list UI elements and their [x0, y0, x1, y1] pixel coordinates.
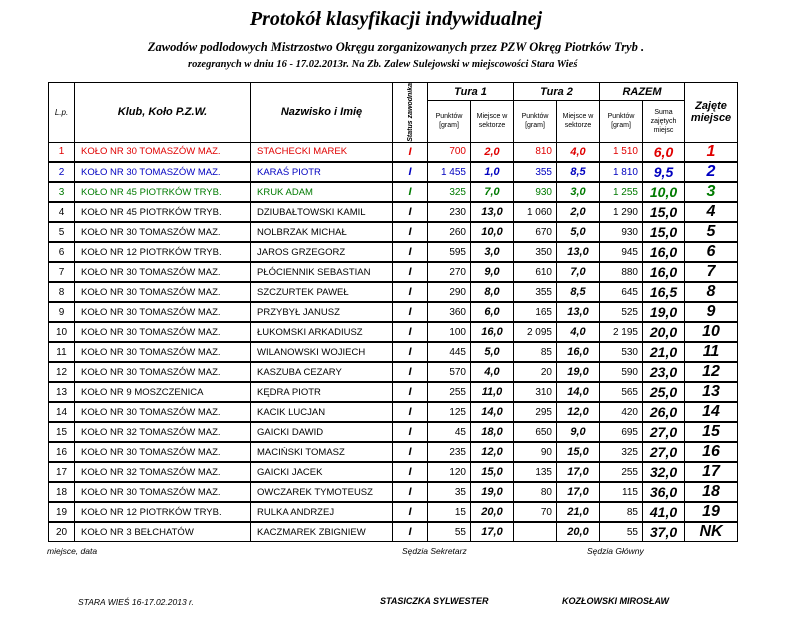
row-tura2-sector-place: 5,0 — [557, 222, 600, 242]
row-total-points: 880 — [600, 262, 643, 282]
row-club: KOŁO NR 45 PIOTRKÓW TRYB. — [75, 202, 251, 222]
row-tura1-sector-place: 7,0 — [471, 182, 514, 202]
row-final-place: 9 — [685, 302, 738, 322]
col-places: Zajęte miejsce — [685, 83, 738, 143]
row-final-place: 3 — [685, 182, 738, 202]
row-name: STACHECKI MAREK — [251, 142, 393, 162]
row-sum-places: 20,0 — [643, 322, 685, 342]
row-lp: 4 — [49, 202, 75, 222]
row-tura1-points: 235 — [428, 442, 471, 462]
row-tura1-sector-place: 17,0 — [471, 522, 514, 542]
row-lp: 2 — [49, 162, 75, 182]
row-tura2-sector-place: 21,0 — [557, 502, 600, 522]
col-tura1-points: Punktów [gram] — [428, 101, 471, 143]
row-final-place: 2 — [685, 162, 738, 182]
row-sum-places: 25,0 — [643, 382, 685, 402]
row-tura2-points: 90 — [514, 442, 557, 462]
row-status: I — [393, 442, 428, 462]
row-lp: 1 — [49, 142, 75, 162]
row-final-place: 7 — [685, 262, 738, 282]
row-club: KOŁO NR 3 BEŁCHATÓW — [75, 522, 251, 542]
row-status: I — [393, 382, 428, 402]
row-sum-places: 10,0 — [643, 182, 685, 202]
row-lp: 16 — [49, 442, 75, 462]
row-tura2-points: 20 — [514, 362, 557, 382]
row-tura2-sector-place: 3,0 — [557, 182, 600, 202]
table-row — [49, 302, 738, 322]
row-tura2-points: 350 — [514, 242, 557, 262]
row-status: I — [393, 142, 428, 162]
col-razem-sum: Suma zajętych miejsc — [643, 101, 685, 143]
row-status: I — [393, 522, 428, 542]
row-lp: 19 — [49, 502, 75, 522]
row-final-place: NK — [685, 522, 738, 542]
row-total-points: 1 290 — [600, 202, 643, 222]
row-tura1-sector-place: 13,0 — [471, 202, 514, 222]
row-tura1-points: 15 — [428, 502, 471, 522]
row-status: I — [393, 162, 428, 182]
row-club: KOŁO NR 30 TOMASZÓW MAZ. — [75, 282, 251, 302]
row-tura1-points: 290 — [428, 282, 471, 302]
row-final-place: 19 — [685, 502, 738, 522]
row-total-points: 255 — [600, 462, 643, 482]
row-tura1-sector-place: 5,0 — [471, 342, 514, 362]
row-tura1-points: 595 — [428, 242, 471, 262]
col-status-label: Status zawodnika — [406, 83, 414, 142]
row-tura2-points: 135 — [514, 462, 557, 482]
document-subtitle: Zawodów podlodowych Mistrzostwo Okręgu zorganizowanych przez PZW Okręg Piotrków Tryb . — [147, 40, 645, 54]
row-status: I — [393, 482, 428, 502]
row-sum-places: 15,0 — [643, 222, 685, 242]
row-total-points: 2 195 — [600, 322, 643, 342]
row-final-place: 4 — [685, 202, 738, 222]
table-row — [49, 182, 738, 202]
row-name: KĘDRA PIOTR — [251, 382, 393, 402]
document-title: Protokół klasyfikacji indywidualnej — [249, 8, 543, 30]
row-sum-places: 16,0 — [643, 262, 685, 282]
row-status: I — [393, 342, 428, 362]
table-row — [49, 482, 738, 502]
row-tura1-points: 125 — [428, 402, 471, 422]
row-tura1-sector-place: 9,0 — [471, 262, 514, 282]
row-club: KOŁO NR 30 TOMASZÓW MAZ. — [75, 362, 251, 382]
row-total-points: 565 — [600, 382, 643, 402]
row-name: OWCZAREK TYMOTEUSZ — [251, 482, 393, 502]
row-total-points: 1 810 — [600, 162, 643, 182]
row-tura2-points — [514, 522, 557, 542]
row-sum-places: 19,0 — [643, 302, 685, 322]
col-tura2-sector: Miejsce w sektorze — [557, 101, 600, 143]
row-tura1-sector-place: 19,0 — [471, 482, 514, 502]
row-status: I — [393, 302, 428, 322]
row-tura2-sector-place: 20,0 — [557, 522, 600, 542]
row-name: ŁUKOMSKI ARKADIUSZ — [251, 322, 393, 342]
main-judge-name: KOZŁOWSKI MIROSŁAW — [562, 596, 669, 606]
col-tura2: Tura 2 — [514, 83, 600, 101]
row-tura1-points: 45 — [428, 422, 471, 442]
row-club: KOŁO NR 12 PIOTRKÓW TRYB. — [75, 242, 251, 262]
col-tura2-points: Punktów [gram] — [514, 101, 557, 143]
table-row — [49, 422, 738, 442]
table-row — [49, 142, 738, 162]
col-status — [393, 83, 428, 143]
row-tura2-sector-place: 17,0 — [557, 462, 600, 482]
row-club: KOŁO NR 30 TOMASZÓW MAZ. — [75, 442, 251, 462]
row-lp: 6 — [49, 242, 75, 262]
row-sum-places: 32,0 — [643, 462, 685, 482]
row-status: I — [393, 182, 428, 202]
row-tura2-points: 355 — [514, 282, 557, 302]
row-status: I — [393, 362, 428, 382]
row-final-place: 8 — [685, 282, 738, 302]
row-tura2-sector-place: 7,0 — [557, 262, 600, 282]
place-date-value: STARA WIEŚ 16-17.02.2013 r. — [78, 597, 194, 607]
row-final-place: 18 — [685, 482, 738, 502]
row-tura2-sector-place: 4,0 — [557, 322, 600, 342]
row-club: KOŁO NR 30 TOMASZÓW MAZ. — [75, 142, 251, 162]
row-tura1-sector-place: 18,0 — [471, 422, 514, 442]
row-tura2-sector-place: 14,0 — [557, 382, 600, 402]
row-sum-places: 37,0 — [643, 522, 685, 542]
document-subtitle-date: rozegranych w dniu 16 - 17.02.2013r. Na Zb. Zalew Sulejowski w miejscowości Stara Wieś — [188, 59, 578, 70]
row-tura1-sector-place: 1,0 — [471, 162, 514, 182]
row-sum-places: 27,0 — [643, 422, 685, 442]
table-row — [49, 282, 738, 302]
table-row — [49, 202, 738, 222]
col-lp: L.p. — [49, 83, 75, 143]
row-final-place: 1 — [685, 142, 738, 162]
row-sum-places: 16,0 — [643, 242, 685, 262]
row-total-points: 525 — [600, 302, 643, 322]
row-name: KARAŚ PIOTR — [251, 162, 393, 182]
row-club: KOŁO NR 45 PIOTRKÓW TRYB. — [75, 182, 251, 202]
row-club: KOŁO NR 30 TOMASZÓW MAZ. — [75, 342, 251, 362]
row-final-place: 15 — [685, 422, 738, 442]
row-final-place: 10 — [685, 322, 738, 342]
table-row — [49, 442, 738, 462]
row-name: KRUK ADAM — [251, 182, 393, 202]
row-name: NOLBRZAK MICHAŁ — [251, 222, 393, 242]
row-tura1-sector-place: 4,0 — [471, 362, 514, 382]
row-lp: 18 — [49, 482, 75, 502]
col-name: Nazwisko i Imię — [251, 83, 393, 143]
row-club: KOŁO NR 30 TOMASZÓW MAZ. — [75, 482, 251, 502]
table-row — [49, 402, 738, 422]
table-row — [49, 262, 738, 282]
row-name: RULKA ANDRZEJ — [251, 502, 393, 522]
row-club: KOŁO NR 12 PIOTRKÓW TRYB. — [75, 502, 251, 522]
row-lp: 10 — [49, 322, 75, 342]
row-name: KASZUBA CEZARY — [251, 362, 393, 382]
row-tura1-sector-place: 11,0 — [471, 382, 514, 402]
row-lp: 17 — [49, 462, 75, 482]
col-tura1: Tura 1 — [428, 83, 514, 101]
row-tura1-sector-place: 6,0 — [471, 302, 514, 322]
results-table — [48, 82, 738, 542]
row-tura2-sector-place: 9,0 — [557, 422, 600, 442]
col-razem-points: Punktów [gram] — [600, 101, 643, 143]
row-sum-places: 16,5 — [643, 282, 685, 302]
row-tura2-sector-place: 12,0 — [557, 402, 600, 422]
row-lp: 13 — [49, 382, 75, 402]
row-tura2-sector-place: 13,0 — [557, 242, 600, 262]
judge-main-label: Sędzia Główny — [587, 546, 644, 556]
row-tura1-points: 230 — [428, 202, 471, 222]
row-total-points: 1 510 — [600, 142, 643, 162]
row-tura2-points: 355 — [514, 162, 557, 182]
row-club: KOŁO NR 30 TOMASZÓW MAZ. — [75, 262, 251, 282]
row-name: DZIUBAŁTOWSKI KAMIL — [251, 202, 393, 222]
table-row — [49, 462, 738, 482]
table-row — [49, 242, 738, 262]
row-club: KOŁO NR 30 TOMASZÓW MAZ. — [75, 222, 251, 242]
row-final-place: 5 — [685, 222, 738, 242]
row-club: KOŁO NR 9 MOSZCZENICA — [75, 382, 251, 402]
row-tura1-sector-place: 10,0 — [471, 222, 514, 242]
row-sum-places: 36,0 — [643, 482, 685, 502]
row-tura2-points: 1 060 — [514, 202, 557, 222]
row-lp: 15 — [49, 422, 75, 442]
row-name: GAICKI JACEK — [251, 462, 393, 482]
row-tura1-points: 700 — [428, 142, 471, 162]
row-sum-places: 6,0 — [643, 142, 685, 162]
row-sum-places: 27,0 — [643, 442, 685, 462]
row-sum-places: 23,0 — [643, 362, 685, 382]
row-total-points: 1 255 — [600, 182, 643, 202]
row-status: I — [393, 402, 428, 422]
row-tura1-points: 255 — [428, 382, 471, 402]
row-name: GAICKI DAWID — [251, 422, 393, 442]
row-final-place: 17 — [685, 462, 738, 482]
row-name: KACZMAREK ZBIGNIEW — [251, 522, 393, 542]
row-tura2-points: 650 — [514, 422, 557, 442]
row-tura2-points: 670 — [514, 222, 557, 242]
place-date-label: miejsce, data — [47, 546, 98, 556]
row-tura1-sector-place: 12,0 — [471, 442, 514, 462]
row-status: I — [393, 242, 428, 262]
row-lp: 3 — [49, 182, 75, 202]
row-name: MACIŃSKI TOMASZ — [251, 442, 393, 462]
row-status: I — [393, 422, 428, 442]
table-row — [49, 382, 738, 402]
row-tura2-sector-place: 15,0 — [557, 442, 600, 462]
row-tura2-points: 85 — [514, 342, 557, 362]
row-total-points: 55 — [600, 522, 643, 542]
row-status: I — [393, 322, 428, 342]
row-tura1-points: 445 — [428, 342, 471, 362]
row-total-points: 530 — [600, 342, 643, 362]
row-tura1-points: 120 — [428, 462, 471, 482]
row-name: JAROS GRZEGORZ — [251, 242, 393, 262]
table-row — [49, 522, 738, 542]
row-name: WILANOWSKI WOJIECH — [251, 342, 393, 362]
row-lp: 11 — [49, 342, 75, 362]
row-sum-places: 21,0 — [643, 342, 685, 362]
row-lp: 20 — [49, 522, 75, 542]
row-status: I — [393, 262, 428, 282]
row-total-points: 945 — [600, 242, 643, 262]
row-lp: 14 — [49, 402, 75, 422]
row-tura1-sector-place: 14,0 — [471, 402, 514, 422]
col-tura1-sector: Miejsce w sektorze — [471, 101, 514, 143]
row-total-points: 695 — [600, 422, 643, 442]
row-tura2-points: 2 095 — [514, 322, 557, 342]
table-row — [49, 322, 738, 342]
row-status: I — [393, 282, 428, 302]
row-tura1-points: 360 — [428, 302, 471, 322]
row-club: KOŁO NR 30 TOMASZÓW MAZ. — [75, 162, 251, 182]
secretary-name: STASICZKA SYLWESTER — [380, 596, 489, 606]
row-status: I — [393, 222, 428, 242]
row-tura2-points: 70 — [514, 502, 557, 522]
row-tura1-points: 270 — [428, 262, 471, 282]
row-name: PŁÓCIENNIK SEBASTIAN — [251, 262, 393, 282]
row-name: PRZYBYŁ JANUSZ — [251, 302, 393, 322]
row-total-points: 590 — [600, 362, 643, 382]
row-tura2-sector-place: 4,0 — [557, 142, 600, 162]
row-status: I — [393, 502, 428, 522]
row-tura2-sector-place: 19,0 — [557, 362, 600, 382]
row-tura2-sector-place: 8,5 — [557, 282, 600, 302]
row-lp: 9 — [49, 302, 75, 322]
row-tura2-sector-place: 17,0 — [557, 482, 600, 502]
row-tura1-sector-place: 3,0 — [471, 242, 514, 262]
row-total-points: 420 — [600, 402, 643, 422]
row-tura2-sector-place: 2,0 — [557, 202, 600, 222]
row-total-points: 930 — [600, 222, 643, 242]
row-tura2-points: 810 — [514, 142, 557, 162]
table-row — [49, 342, 738, 362]
row-final-place: 11 — [685, 342, 738, 362]
row-lp: 12 — [49, 362, 75, 382]
row-lp: 8 — [49, 282, 75, 302]
row-tura2-points: 80 — [514, 482, 557, 502]
table-row — [49, 222, 738, 242]
table-row — [49, 502, 738, 522]
row-final-place: 13 — [685, 382, 738, 402]
row-status: I — [393, 462, 428, 482]
row-tura1-sector-place: 2,0 — [471, 142, 514, 162]
row-total-points: 325 — [600, 442, 643, 462]
row-total-points: 85 — [600, 502, 643, 522]
row-tura1-points: 570 — [428, 362, 471, 382]
row-tura1-points: 100 — [428, 322, 471, 342]
row-tura2-sector-place: 8,5 — [557, 162, 600, 182]
row-tura2-points: 165 — [514, 302, 557, 322]
row-tura1-points: 1 455 — [428, 162, 471, 182]
row-final-place: 6 — [685, 242, 738, 262]
row-club: KOŁO NR 30 TOMASZÓW MAZ. — [75, 302, 251, 322]
row-club: KOŁO NR 32 TOMASZÓW MAZ. — [75, 462, 251, 482]
row-tura1-sector-place: 20,0 — [471, 502, 514, 522]
row-sum-places: 41,0 — [643, 502, 685, 522]
judge-secretary-label: Sędzia Sekretarz — [402, 546, 467, 556]
row-tura2-sector-place: 16,0 — [557, 342, 600, 362]
row-tura1-points: 35 — [428, 482, 471, 502]
row-tura1-points: 260 — [428, 222, 471, 242]
row-tura1-sector-place: 8,0 — [471, 282, 514, 302]
row-sum-places: 9,5 — [643, 162, 685, 182]
row-final-place: 14 — [685, 402, 738, 422]
row-tura2-sector-place: 13,0 — [557, 302, 600, 322]
row-club: KOŁO NR 30 TOMASZÓW MAZ. — [75, 322, 251, 342]
col-razem: RAZEM — [600, 83, 685, 101]
row-tura2-points: 295 — [514, 402, 557, 422]
row-club: KOŁO NR 32 TOMASZÓW MAZ. — [75, 422, 251, 442]
table-row — [49, 162, 738, 182]
row-sum-places: 26,0 — [643, 402, 685, 422]
table-row — [49, 362, 738, 382]
row-lp: 7 — [49, 262, 75, 282]
row-tura1-points: 55 — [428, 522, 471, 542]
row-tura1-points: 325 — [428, 182, 471, 202]
col-club: Klub, Koło P.Z.W. — [75, 83, 251, 143]
row-tura2-points: 930 — [514, 182, 557, 202]
row-final-place: 16 — [685, 442, 738, 462]
row-tura2-points: 310 — [514, 382, 557, 402]
row-name: SZCZURTEK PAWEŁ — [251, 282, 393, 302]
row-total-points: 645 — [600, 282, 643, 302]
row-status: I — [393, 202, 428, 222]
row-name: KACIK LUCJAN — [251, 402, 393, 422]
row-total-points: 115 — [600, 482, 643, 502]
row-tura2-points: 610 — [514, 262, 557, 282]
row-lp: 5 — [49, 222, 75, 242]
row-final-place: 12 — [685, 362, 738, 382]
row-tura1-sector-place: 16,0 — [471, 322, 514, 342]
row-club: KOŁO NR 30 TOMASZÓW MAZ. — [75, 402, 251, 422]
row-sum-places: 15,0 — [643, 202, 685, 222]
row-tura1-sector-place: 15,0 — [471, 462, 514, 482]
